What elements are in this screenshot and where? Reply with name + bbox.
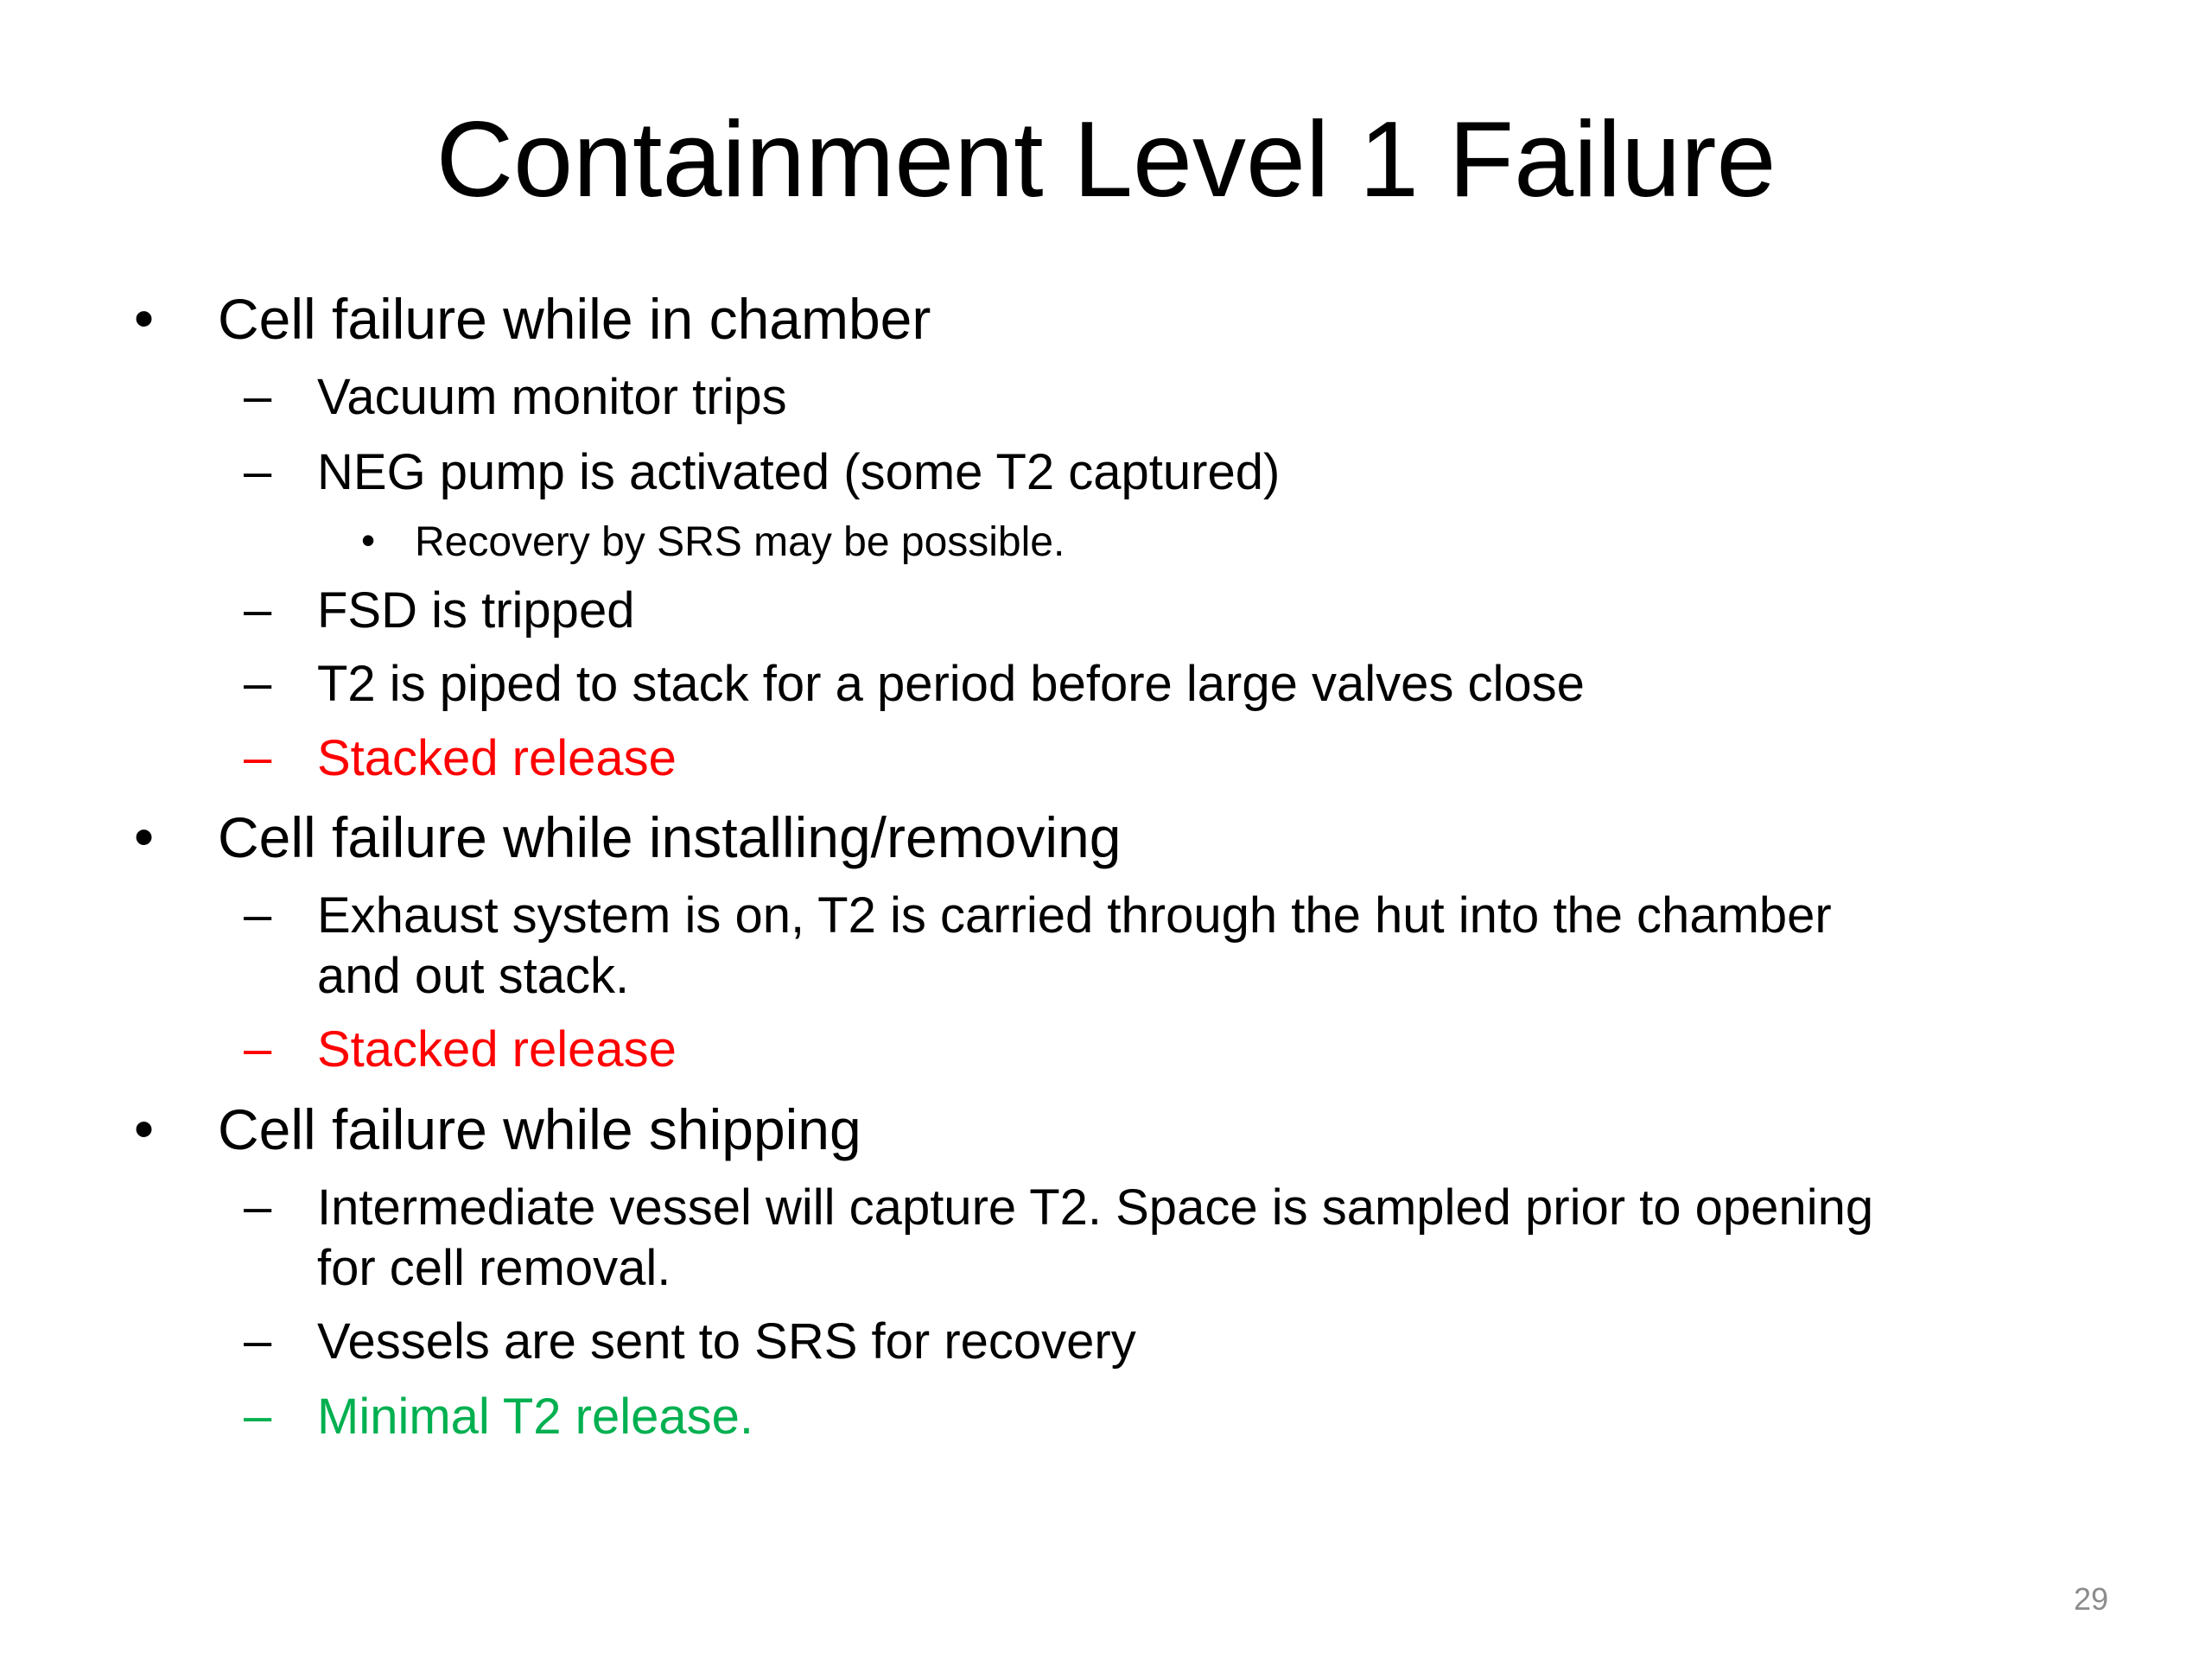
bullet-icon: • bbox=[134, 286, 155, 350]
list-item-continuation: for cell removal. bbox=[317, 1240, 671, 1296]
dash-icon: – bbox=[244, 1020, 272, 1077]
dash-icon: – bbox=[244, 1388, 272, 1444]
section-heading: Cell failure while in chamber bbox=[218, 287, 931, 351]
dash-icon: – bbox=[244, 368, 272, 424]
list-item: T2 is piped to stack for a period before large valves close bbox=[317, 656, 1585, 712]
list-item-highlight: Stacked release bbox=[317, 730, 677, 786]
dash-icon: – bbox=[244, 1179, 272, 1235]
dash-icon: – bbox=[244, 655, 272, 711]
section-heading: Cell failure while shipping bbox=[218, 1097, 861, 1161]
bullet-icon: • bbox=[134, 1096, 155, 1160]
dash-icon: – bbox=[244, 1313, 272, 1369]
list-item: FSD is tripped bbox=[317, 582, 635, 639]
list-item: NEG pump is activated (some T2 captured) bbox=[317, 444, 1281, 500]
section-heading: Cell failure while installing/removing bbox=[218, 805, 1122, 869]
bullet-icon: • bbox=[361, 518, 376, 563]
slide-title: Containment Level 1 Failure bbox=[435, 100, 1777, 219]
dash-icon: – bbox=[244, 582, 272, 638]
dash-icon: – bbox=[244, 887, 272, 943]
page-number: 29 bbox=[2073, 1581, 2108, 1617]
list-item: Exhaust system is on, T2 is carried through the hut into the chamber bbox=[317, 887, 1832, 944]
list-item-highlight: Minimal T2 release. bbox=[317, 1389, 754, 1445]
sub-list-item: Recovery by SRS may be possible. bbox=[415, 519, 1065, 565]
list-item-continuation: and out stack. bbox=[317, 948, 630, 1004]
list-item: Vessels are sent to SRS for recovery bbox=[317, 1313, 1136, 1370]
dash-icon: – bbox=[244, 729, 272, 785]
list-item: Intermediate vessel will capture T2. Space is sampled prior to opening bbox=[317, 1179, 1874, 1236]
bullet-icon: • bbox=[134, 804, 155, 868]
list-item-highlight: Stacked release bbox=[317, 1021, 677, 1077]
dash-icon: – bbox=[244, 443, 272, 499]
list-item: Vacuum monitor trips bbox=[317, 369, 787, 425]
